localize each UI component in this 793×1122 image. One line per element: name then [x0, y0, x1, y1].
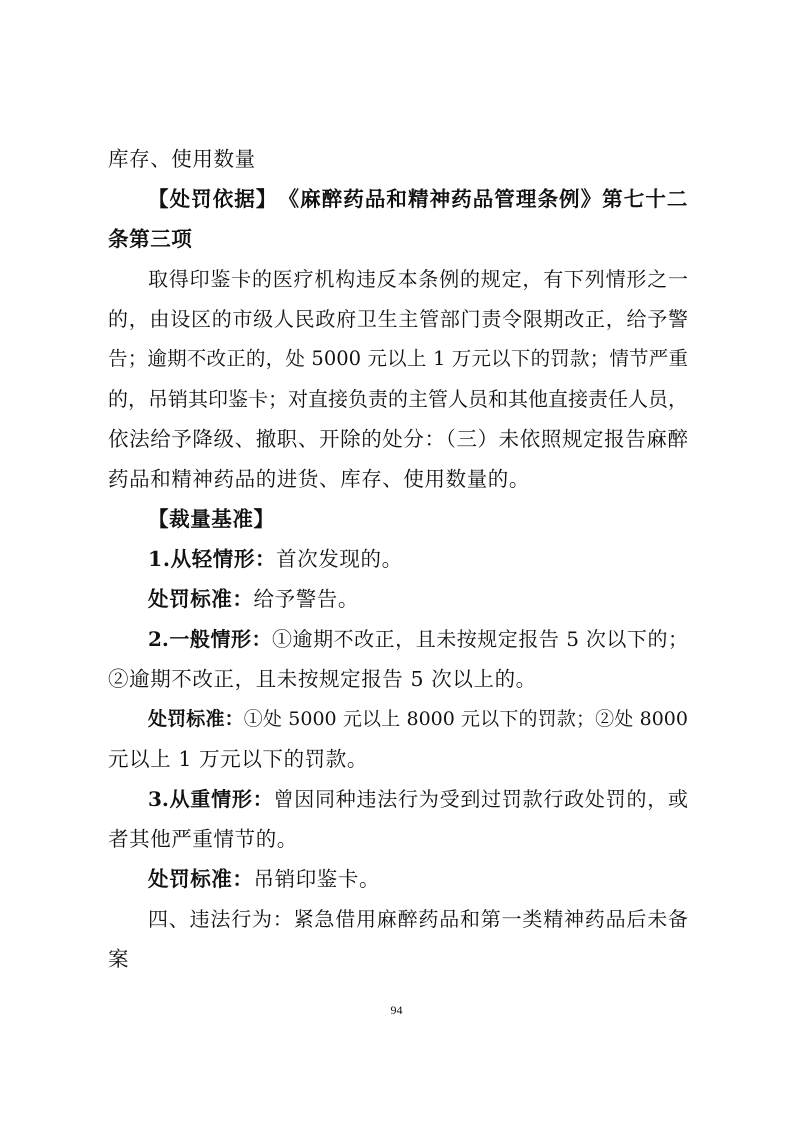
text: 案	[108, 947, 130, 971]
page-number: 94	[390, 1003, 403, 1017]
text: 首次发现的。	[276, 547, 403, 571]
penalty-standard-line-3	[148, 864, 688, 894]
discretion-standard-line	[148, 504, 688, 534]
text: 给予警告。	[253, 587, 359, 611]
text: 曾因同种违法行为受到过罚款行政处罚的，或	[273, 787, 688, 811]
general-circumstance-line	[148, 624, 688, 654]
text: 吊销印鉴卡。	[253, 867, 381, 891]
discretion-standard-heading: 【裁量基准】	[148, 507, 275, 531]
text: 元以上 1 万元以下的罚款。	[108, 747, 368, 771]
text: 告；逾期不改正的，处 5000 元以上 1 万元以下的罚款；情节严重	[108, 347, 688, 370]
text-line-3	[108, 224, 688, 254]
text: 取得印鉴卡的医疗机构违反本条例的规定，有下列情形之一	[148, 267, 688, 291]
text-line-1	[108, 144, 688, 174]
text: ①处 5000 元以上 8000 元以下的罚款；②处 8000	[243, 708, 688, 730]
text-line-18	[108, 824, 688, 854]
violation-item-line	[148, 904, 688, 934]
text: 库存、使用数量	[108, 147, 256, 171]
text: 的，由设区的市级人民政府卫生主管部门责令限期改正，给予警	[108, 307, 688, 331]
regulation-article: 条第三项	[108, 227, 193, 251]
general-circumstance-label: 2.一般情形：	[148, 627, 273, 651]
penalty-standard-label: 处罚标准：	[148, 867, 254, 891]
text-line-16	[108, 744, 688, 774]
text: 依法给予降级、撤职、开除的处分：（三）未依照规定报告麻醉	[108, 427, 689, 451]
text: 的，吊销其印鉴卡；对直接负责的主管人员和其他直接责任人员，	[108, 387, 688, 411]
penalty-standard-label: 处罚标准：	[148, 587, 254, 611]
text-line-8	[108, 424, 688, 454]
text-line-9	[108, 464, 688, 494]
regulation-title: 《麻醉药品和精神药品管理条例》第七十二	[267, 187, 689, 211]
text-line-4	[148, 264, 688, 294]
text-line-7	[108, 384, 688, 414]
lenient-circumstance-line	[148, 544, 688, 574]
penalty-standard-line-1	[148, 584, 688, 614]
text-line-21	[108, 944, 688, 974]
text: ②逾期不改正，且未按规定报告 5 次以上的。	[108, 667, 537, 691]
text-line-6	[108, 344, 688, 374]
text: ①逾期不改正，且未按规定报告 5 次以下的；	[272, 627, 688, 651]
text: 四、违法行为：紧急借用麻醉药品和第一类精神药品后未备	[148, 907, 688, 931]
penalty-standard-label: 处罚标准：	[148, 708, 244, 730]
text: 者其他严重情节的。	[108, 827, 298, 851]
text: 药品和精神药品的进货、库存、使用数量的。	[108, 467, 530, 491]
penalty-standard-line-2	[148, 704, 688, 734]
text-line-14	[108, 664, 688, 694]
lenient-circumstance-label: 1.从轻情形：	[148, 547, 277, 571]
penalty-basis-heading: 【处罚依据】	[148, 187, 268, 211]
penalty-basis-line	[148, 184, 688, 214]
severe-circumstance-label: 3.从重情形：	[148, 787, 274, 811]
severe-circumstance-line	[148, 784, 688, 814]
text-line-5	[108, 304, 688, 334]
